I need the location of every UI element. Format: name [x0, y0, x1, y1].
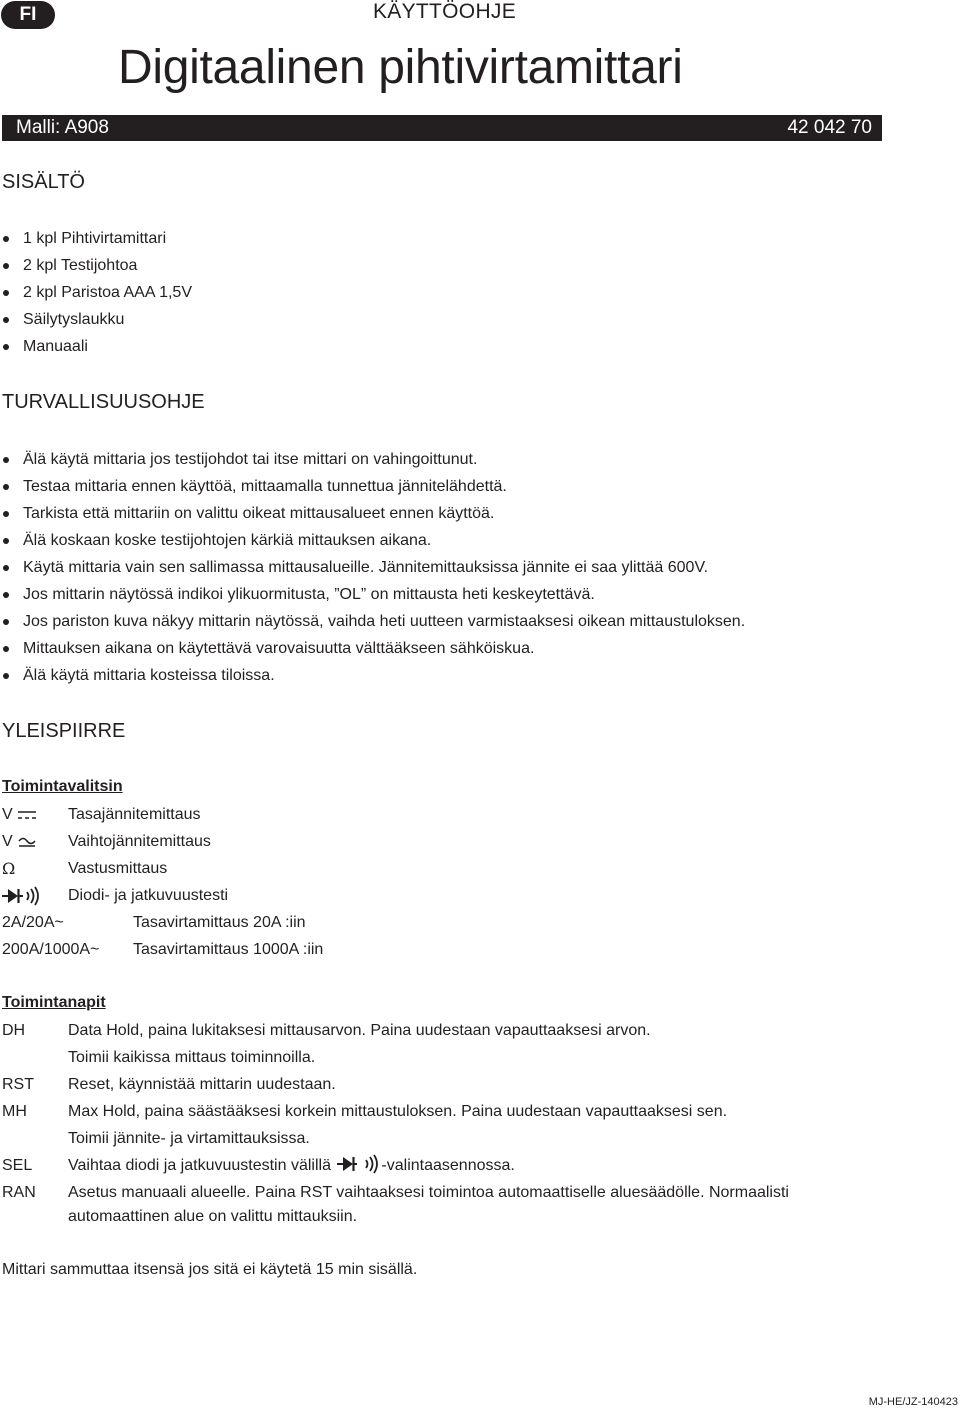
row-key: RST — [2, 1076, 34, 1093]
model-bar — [2, 115, 882, 141]
row-key: SEL — [2, 1157, 33, 1174]
row-key — [2, 805, 37, 825]
row-key: 2A/20A~ — [2, 914, 64, 931]
list-item: 2 kpl Paristoa AAA 1,5V — [0, 283, 192, 310]
product-code: 42 042 70 — [787, 117, 872, 138]
list-item: Mittauksen aikana on käytettävä varovaisuutta välttääkseen sähköiskua. — [0, 639, 745, 666]
list-item: Älä koskaan koske testijohtojen kärkiä mittauksen aikana. — [0, 531, 745, 558]
list-item: Säilytyslaukku — [0, 310, 192, 337]
row-value: Asetus manuaali alueelle. Paina RST vaihtaaksesi toimintoa automaattiselle aluesäädölle. Normaalisti — [68, 1184, 789, 1201]
volt-symbol: V — [2, 806, 13, 823]
row-value: Vaihtojännitemittaus — [68, 833, 211, 850]
row-key: MH — [2, 1103, 27, 1120]
row-value: Tasavirtamittaus 1000A :iin — [133, 941, 324, 958]
row-value: Toimii jännite- ja virtamittauksissa. — [68, 1130, 310, 1147]
row-value: Vastusmittaus — [68, 860, 168, 877]
list-item: Älä käytä mittaria jos testijohdot tai itse mittari on vahingoittunut. — [0, 450, 745, 477]
buttons-heading: Toimintanapit — [2, 994, 106, 1011]
diode-continuity-icon — [335, 1154, 381, 1174]
dc-icon — [17, 808, 37, 822]
list-item: 1 kpl Pihtivirtamittari — [0, 229, 192, 256]
safety-list — [0, 450, 745, 693]
language-badge: FI — [1, 1, 55, 29]
contents-heading: SISÄLTÖ — [2, 171, 85, 193]
document-title: Digitaalinen pihtivirtamittari — [118, 41, 683, 94]
row-value: Tasajännitemittaus — [68, 806, 201, 823]
list-item: Käytä mittaria vain sen sallimassa mittausalueille. Jännitemittauksissa jännite ei saa ylittää 600V. — [0, 558, 745, 585]
footer-code: MJ-HE/JZ-140423 — [868, 1396, 958, 1408]
list-item: Jos mittarin näytössä indikoi ylikuormitusta, ”OL” on mittausta heti keskeytettävä. — [0, 585, 745, 612]
row-value — [68, 1156, 515, 1176]
row-value: Data Hold, paina lukitaksesi mittausarvon. Paina uudestaan vapauttaaksesi arvon. — [68, 1022, 651, 1039]
selector-heading: Toimintavalitsin — [2, 778, 123, 795]
list-item: Jos pariston kuva näkyy mittarin näytössä, vaihda heti uutteen varmistaaksesi oikean mittaustuloksen. — [0, 612, 745, 639]
list-item: 2 kpl Testijohtoa — [0, 256, 192, 283]
safety-heading: TURVALLISUUSOHJE — [2, 391, 205, 413]
list-item: Älä käytä mittaria kosteissa tiloissa. — [0, 666, 745, 693]
list-item: Tarkista että mittariin on valittu oikeat mittausalueet ennen käyttöä. — [0, 504, 745, 531]
row-value: Tasavirtamittaus 20A :iin — [133, 914, 306, 931]
diode-continuity-icon — [2, 886, 42, 912]
list-item: Testaa mittaria ennen käyttöä, mittaamalla tunnettua jännitelähdettä. — [0, 477, 745, 504]
contents-list — [0, 229, 192, 364]
sel-text-after: -valintaasennossa. — [381, 1157, 515, 1174]
model-label: Malli: A908 — [16, 117, 109, 138]
row-key: 200A/1000A~ — [2, 941, 100, 958]
row-value: Diodi- ja jatkuvuustesti — [68, 887, 229, 904]
ohm-symbol: Ω — [2, 859, 16, 878]
row-key — [2, 832, 37, 852]
volt-symbol: V — [2, 833, 13, 850]
row-value: automaattinen alue on valittu mittauksiin. — [68, 1208, 358, 1225]
auto-off-note: Mittari sammuttaa itsensä jos sitä ei käytetä 15 min sisällä. — [2, 1261, 418, 1278]
row-key: DH — [2, 1022, 26, 1039]
row-value: Reset, käynnistää mittarin uudestaan. — [68, 1076, 336, 1093]
ac-icon — [17, 835, 37, 849]
row-value: Toimii kaikissa mittaus toiminnoilla. — [68, 1049, 316, 1066]
row-key: RAN — [2, 1184, 36, 1201]
document-type: KÄYTTÖOHJE — [373, 0, 517, 23]
features-heading: YLEISPIIRRE — [2, 720, 126, 742]
sel-text-before: Vaihtaa diodi ja jatkuvuustestin välillä — [68, 1157, 331, 1174]
row-value: Max Hold, paina säästääksesi korkein mittaustuloksen. Paina uudestaan vapauttaaksesi sen. — [68, 1103, 728, 1120]
list-item: Manuaali — [0, 337, 192, 364]
